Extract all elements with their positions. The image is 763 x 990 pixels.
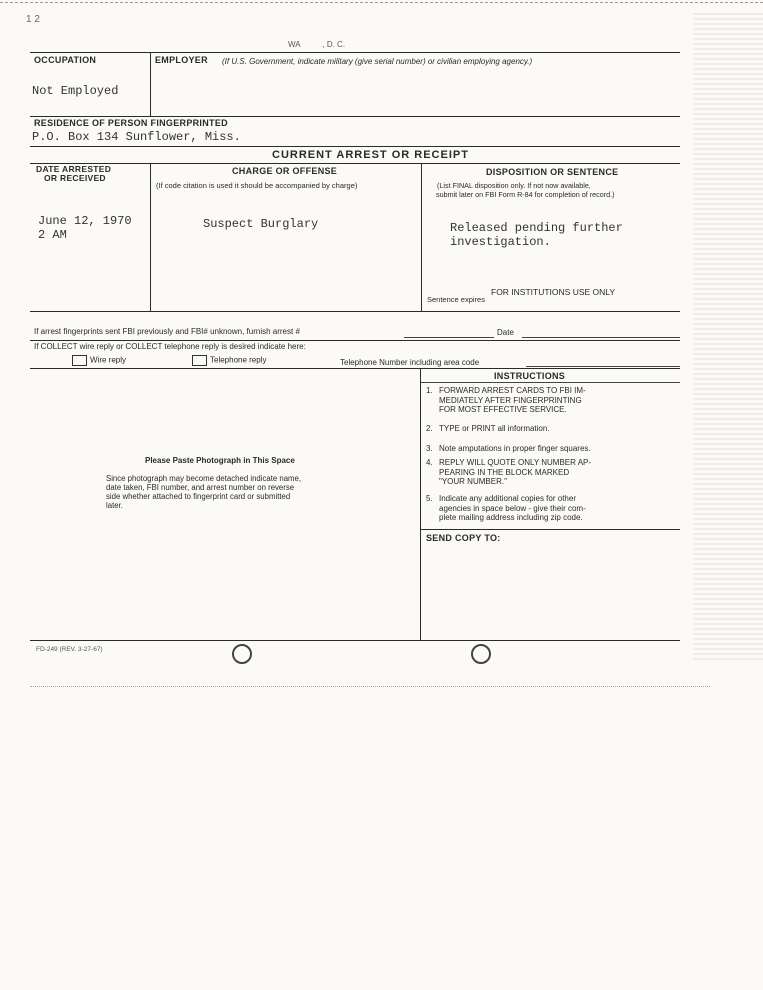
telephone-reply-option[interactable] bbox=[192, 355, 266, 366]
time-value: 2 AM bbox=[38, 228, 67, 242]
instruction-line: FOR MOST EFFECTIVE SERVICE. bbox=[439, 405, 567, 414]
instruction-item-4 bbox=[426, 458, 592, 486]
instruction-item-3 bbox=[426, 444, 591, 454]
residence-value: P.O. Box 134 Sunflower, Miss. bbox=[32, 130, 241, 144]
telephone-reply-checkbox[interactable] bbox=[192, 355, 207, 366]
photo-note-line-3: side whether attached to fingerprint card or submitted bbox=[106, 492, 291, 501]
instruction-line: REPLY WILL QUOTE ONLY NUMBER AP- bbox=[439, 458, 592, 467]
arrest-number-blank[interactable] bbox=[404, 337, 494, 338]
telephone-reply-label: Telephone reply bbox=[210, 355, 267, 365]
disposition-value-1: Released pending further bbox=[450, 221, 623, 235]
photo-top-line bbox=[30, 368, 680, 369]
form-number: FD-249 (REV. 3-27-67) bbox=[36, 646, 103, 653]
arrest-header-line bbox=[30, 163, 680, 164]
washington-stamp: WA , D. C. bbox=[288, 40, 346, 49]
photo-note-line-2: date taken, FBI number, and arrest number on reverse bbox=[106, 483, 295, 492]
institutions-use: FOR INSTITUTIONS USE ONLY bbox=[491, 287, 616, 297]
occupation-value: Not Employed bbox=[32, 84, 119, 98]
or-received-label: OR RECEIVED bbox=[44, 173, 106, 183]
charge-value: Suspect Burglary bbox=[203, 217, 319, 231]
punch-hole-left bbox=[232, 644, 252, 664]
send-copy-top-line bbox=[421, 529, 680, 530]
fbi-date-label: Date bbox=[497, 328, 514, 337]
residence-label: RESIDENCE OF PERSON FINGERPRINTED bbox=[34, 118, 228, 128]
occupation-label: OCCUPATION bbox=[34, 55, 97, 65]
arrest-top-line bbox=[30, 146, 680, 147]
corner-mark: 1 2 bbox=[26, 14, 40, 25]
phone-number-label: Telephone Number including area code bbox=[340, 358, 480, 367]
instruction-item-2 bbox=[426, 424, 550, 434]
disposition-value-2: investigation. bbox=[450, 235, 551, 249]
instruction-line: "YOUR NUMBER." bbox=[439, 477, 507, 486]
form-bottom-line bbox=[30, 640, 680, 641]
instruction-line: MEDIATELY AFTER FINGERPRINTING bbox=[439, 395, 582, 405]
arrest-section-title: CURRENT ARREST OR RECEIPT bbox=[272, 149, 469, 161]
phone-number-blank[interactable] bbox=[526, 366, 680, 367]
sentence-expires: Sentence expires bbox=[427, 295, 485, 304]
instructions-title: INSTRUCTIONS bbox=[494, 371, 566, 381]
collect-text: If COLLECT wire reply or COLLECT telephone reply is desired indicate here: bbox=[34, 342, 306, 351]
top-edge bbox=[0, 2, 763, 3]
send-copy-label: SEND COPY TO: bbox=[426, 533, 501, 543]
instruction-num: 4. bbox=[426, 458, 433, 467]
collect-top-line bbox=[30, 340, 680, 341]
instruction-num: 2. bbox=[426, 424, 433, 433]
instruction-line: agencies in space below - give their com- bbox=[439, 503, 586, 513]
instruction-item-1 bbox=[426, 386, 586, 414]
employer-label: EMPLOYER bbox=[155, 55, 208, 65]
date-blank[interactable] bbox=[522, 337, 680, 338]
instructions-title-line bbox=[421, 382, 680, 383]
employer-note: (If U.S. Government, indicate military (give serial number) or civilian employing agency.) bbox=[222, 57, 533, 66]
instruction-line: plete mailing address including zip code. bbox=[439, 513, 583, 522]
instruction-line: FORWARD ARREST CARDS TO FBI IM- bbox=[439, 386, 586, 395]
instruction-line: PEARING IN THE BLOCK MARKED bbox=[439, 467, 570, 477]
disposition-note-2: submit later on FBI Form R-84 for completion of record.) bbox=[436, 190, 615, 199]
paper-edge-texture bbox=[693, 10, 763, 660]
form-top-line bbox=[30, 52, 680, 53]
instruction-num: 3. bbox=[426, 444, 433, 453]
residence-top-line bbox=[30, 116, 680, 117]
arrest-bottom-line bbox=[30, 311, 680, 312]
photo-title: Please Paste Photograph in This Space bbox=[145, 456, 295, 465]
instruction-item-5 bbox=[426, 494, 586, 522]
instruction-num: 5. bbox=[426, 494, 433, 503]
photo-note-line-1: Since photograph may become detached indicate name, bbox=[106, 474, 302, 483]
instruction-line: TYPE or PRINT all information. bbox=[439, 424, 550, 433]
fbi-previous-text: If arrest fingerprints sent FBI previously and FBI# unknown, furnish arrest # bbox=[34, 327, 300, 336]
charge-label: CHARGE OR OFFENSE bbox=[232, 166, 338, 176]
date-charge-divider bbox=[150, 163, 151, 311]
occupation-divider bbox=[150, 52, 151, 116]
photo-note-line-4: later. bbox=[106, 501, 123, 510]
bottom-speckle-line bbox=[30, 686, 710, 687]
wire-reply-option[interactable] bbox=[72, 355, 126, 366]
photo-instructions-divider bbox=[420, 368, 421, 640]
charge-note: (If code citation is used it should be accompanied by charge) bbox=[156, 181, 358, 190]
instruction-num: 1. bbox=[426, 386, 433, 395]
disposition-label: DISPOSITION OR SENTENCE bbox=[486, 167, 619, 177]
wire-reply-label: Wire reply bbox=[90, 355, 127, 365]
instruction-line: Indicate any additional copies for other bbox=[439, 494, 576, 503]
charge-disposition-divider bbox=[421, 163, 422, 311]
punch-hole-right bbox=[471, 644, 491, 664]
disposition-note-1: (List FINAL disposition only. If not now available, bbox=[437, 181, 591, 190]
photo-note bbox=[106, 474, 301, 510]
wire-reply-checkbox[interactable] bbox=[72, 355, 87, 366]
instruction-line: Note amputations in proper finger squares. bbox=[439, 444, 591, 453]
date-value: June 12, 1970 bbox=[38, 214, 132, 228]
date-arrested-label: DATE ARRESTED bbox=[36, 164, 112, 174]
